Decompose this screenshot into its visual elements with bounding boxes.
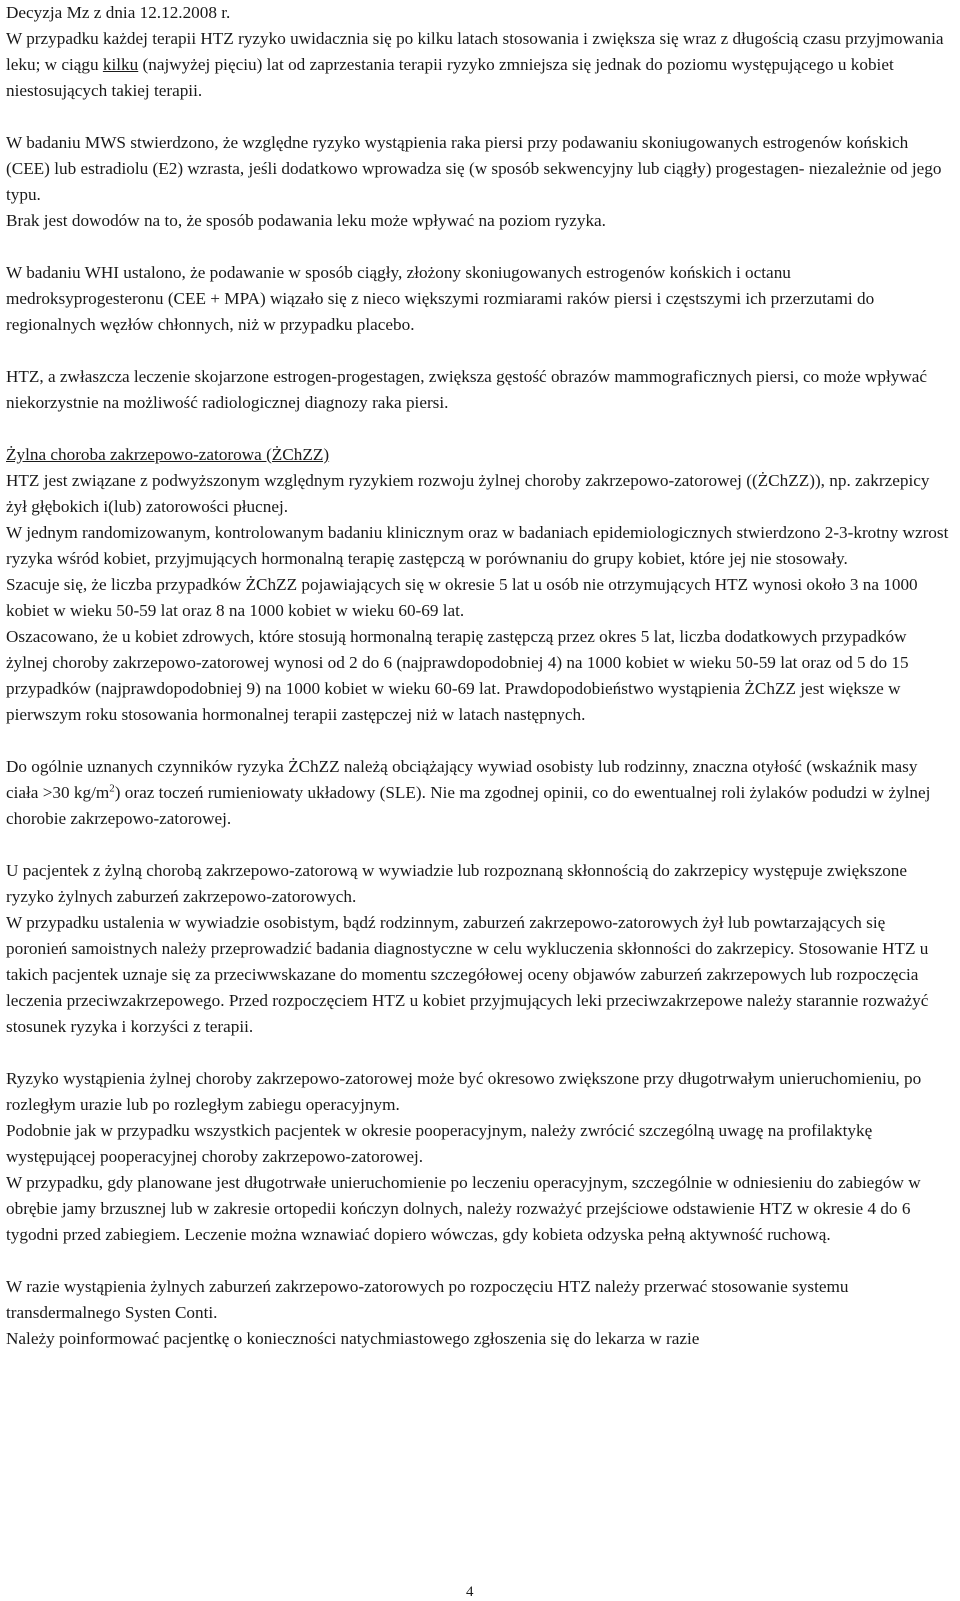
paragraph-estimate-baseline: Szacuje się, że liczba przypadków ŻChZZ pojawiających się w okresie 5 lat u osób nie otrzymujących HTZ wynosi około 3 na 1000 kobiet w wieku 50-59 lat oraz 8 na 1000 kobiet w wieku 60-69 lat.: [6, 575, 918, 620]
paragraph-inform-patient: Należy poinformować pacjentkę o konieczności natychmiastowego zgłoszenia się do lekarza w razie: [6, 1329, 700, 1348]
paragraph-mws-study: W badaniu MWS stwierdzono, że względne ryzyko wystąpienia raka piersi przy podawaniu skoniugowanych estrogenów końskich (CEE) lub estradiolu (E2) wzrasta, jeśli dodatkowo wprowadza się (w sposób sekwencyjny lub ciągły) progestagen- niezależnie od jego typu.: [6, 133, 942, 204]
paragraph-mammography: HTZ, a zwłaszcza leczenie skojarzone estrogen-progestagen, zwiększa gęstość obrazów mammograficznych piersi, co może wpływać niekorzystnie na możliwość radiologicznej diagnozy raka piersi.: [6, 367, 928, 412]
paragraph-text: ) oraz toczeń rumieniowaty układowy (SLE). Nie ma zgodnej opinii, co do ewentualnej roli żylaków podudzi w żylnej chorobie zakrzepowo-zatorowej.: [6, 783, 931, 828]
paragraph-estimate-additional: Oszacowano, że u kobiet zdrowych, które stosują hormonalną terapię zastępczą przez okres 5 lat, liczba dodatkowych przypadków żylnej choroby zakrzepowo-zatorowej wynosi od 2 do 6 (najprawdopodobniej 4) na 1000 kobiet w wieku 50-59 lat oraz od 5 do 15 przypadków (najprawdopodobniej 9) na 1000 kobiet w wieku 60-69 lat. Prawdopodobieństwo wystąpienia ŻChZZ jest większe w pierwszym roku stosowania hormonalnej terapii zastępczej niż w latach następnych.: [6, 627, 909, 724]
paragraph-text: Do ogólnie uznanych czynników ryzyka ŻChZZ należą obciążający wywiad osobisty lub rodzinny, znaczna otyłość (wskaźnik masy ciała >30 kg/m: [6, 757, 918, 802]
paragraph-no-evidence: Brak jest dowodów na to, że sposób podawania leku może wpływać na poziom ryzyka.: [6, 211, 606, 230]
paragraph-immobilization: Ryzyko wystąpienia żylnej choroby zakrzepowo-zatorowej może być okresowo zwiększone przy długotrwałym unieruchomieniu, po rozległym urazie lub po rozległym zabiegu operacyjnym.: [6, 1069, 922, 1114]
paragraph-whi-study: W badaniu WHI ustalono, że podawanie w sposób ciągły, złożony skoniugowanych estrogenów końskich i octanu medroksyprogesteronu (CEE + MPA) wiązało się z nieco większymi rozmiarami raków piersi i częstszymi ich przerzutami do regionalnych węzłów chłonnych, niż w przypadku placebo.: [6, 263, 875, 334]
paragraph-postoperative: Podobnie jak w przypadku wszystkich pacjentek w okresie pooperacyjnym, należy zwrócić szczególną uwagę na profilaktykę występującej pooperacyjnej choroby zakrzepowo-zatorowej.: [6, 1121, 873, 1166]
paragraph-discontinue: W razie wystąpienia żylnych zaburzeń zakrzepowo-zatorowych po rozpoczęciu HTZ należy przerwać stosowanie systemu transdermalnego Systen Conti.: [6, 1277, 849, 1322]
document-page: [6, 0, 950, 1352]
section-heading: Żylna choroba zakrzepowo-zatorowa (ŻChZZ): [6, 445, 330, 464]
superscript: 2: [109, 782, 115, 795]
paragraph-vte-risk: HTZ jest związane z podwyższonym względnym ryzykiem rozwoju żylnej choroby zakrzepowo-zatorowej ((ŻChZZ)), np. zakrzepicy żył głębokich i(lub) zatorowości płucnej.: [6, 471, 930, 516]
paragraph-risk-factors: [6, 754, 950, 832]
paragraph-randomized-trial: W jednym randomizowanym, kontrolowanym badaniu klinicznym oraz w badaniach epidemiologicznych stwierdzono 2-3-krotny wzrost ryzyka wśród kobiet, przyjmujących hormonalną terapię zastępczą w porównaniu do grupy kobiet, które jej nie stosowały.: [6, 523, 949, 568]
paragraph-text: (najwyżej pięciu) lat od zaprzestania terapii ryzyko zmniejsza się jednak do poziomu występującego u kobiet niestosujących takiej terapii.: [6, 55, 894, 100]
page-number: 4: [466, 1584, 474, 1600]
underlined-word: kilku: [102, 55, 139, 74]
paragraph-risk-duration: [6, 26, 950, 104]
paragraph-text: W przypadku każdej terapii HTZ ryzyko uwidacznia się po kilku latach stosowania i zwiększa się wraz z długością czasu przyjmowania leku; w ciągu: [6, 29, 944, 74]
paragraph-planned-surgery: W przypadku, gdy planowane jest długotrwałe unieruchomienie po leczeniu operacyjnym, szczególnie w odniesieniu do zabiegów w obrębie jamy brzusznej lub w zakresie ortopedii kończyn dolnych, należy rozważyć przejściowe odstawienie HTZ w okresie 4 do 6 tygodni przed zabiegiem. Leczenie można wznawiać dopiero wówczas, gdy kobieta odzyska pełną aktywność ruchową.: [6, 1173, 921, 1244]
paragraph-diagnostics: W przypadku ustalenia w wywiadzie osobistym, bądź rodzinnym, zaburzeń zakrzepowo-zatorowych żył lub powtarzających się poronień samoistnych należy przeprowadzić badania diagnostyczne w celu wykluczenia skłonności do zakrzepicy. Stosowanie HTZ u takich pacjentek uznaje się za przeciwwskazane do momentu szczegółowej oceny objawów zaburzeń zakrzepowych lub rozpoczęcia leczenia przeciwzakrzepowego. Przed rozpoczęciem HTZ u kobiet przyjmujących leki przeciwzakrzepowe należy starannie rozważyć stosunek ryzyka i korzyści z terapii.: [6, 913, 929, 1036]
paragraph-history-patients: U pacjentek z żylną chorobą zakrzepowo-zatorową w wywiadzie lub rozpoznaną skłonnością do zakrzepicy występuje zwiększone ryzyko żylnych zaburzeń zakrzepowo-zatorowych.: [6, 861, 908, 906]
document-header: Decyzja Mz z dnia 12.12.2008 r.: [6, 3, 231, 22]
